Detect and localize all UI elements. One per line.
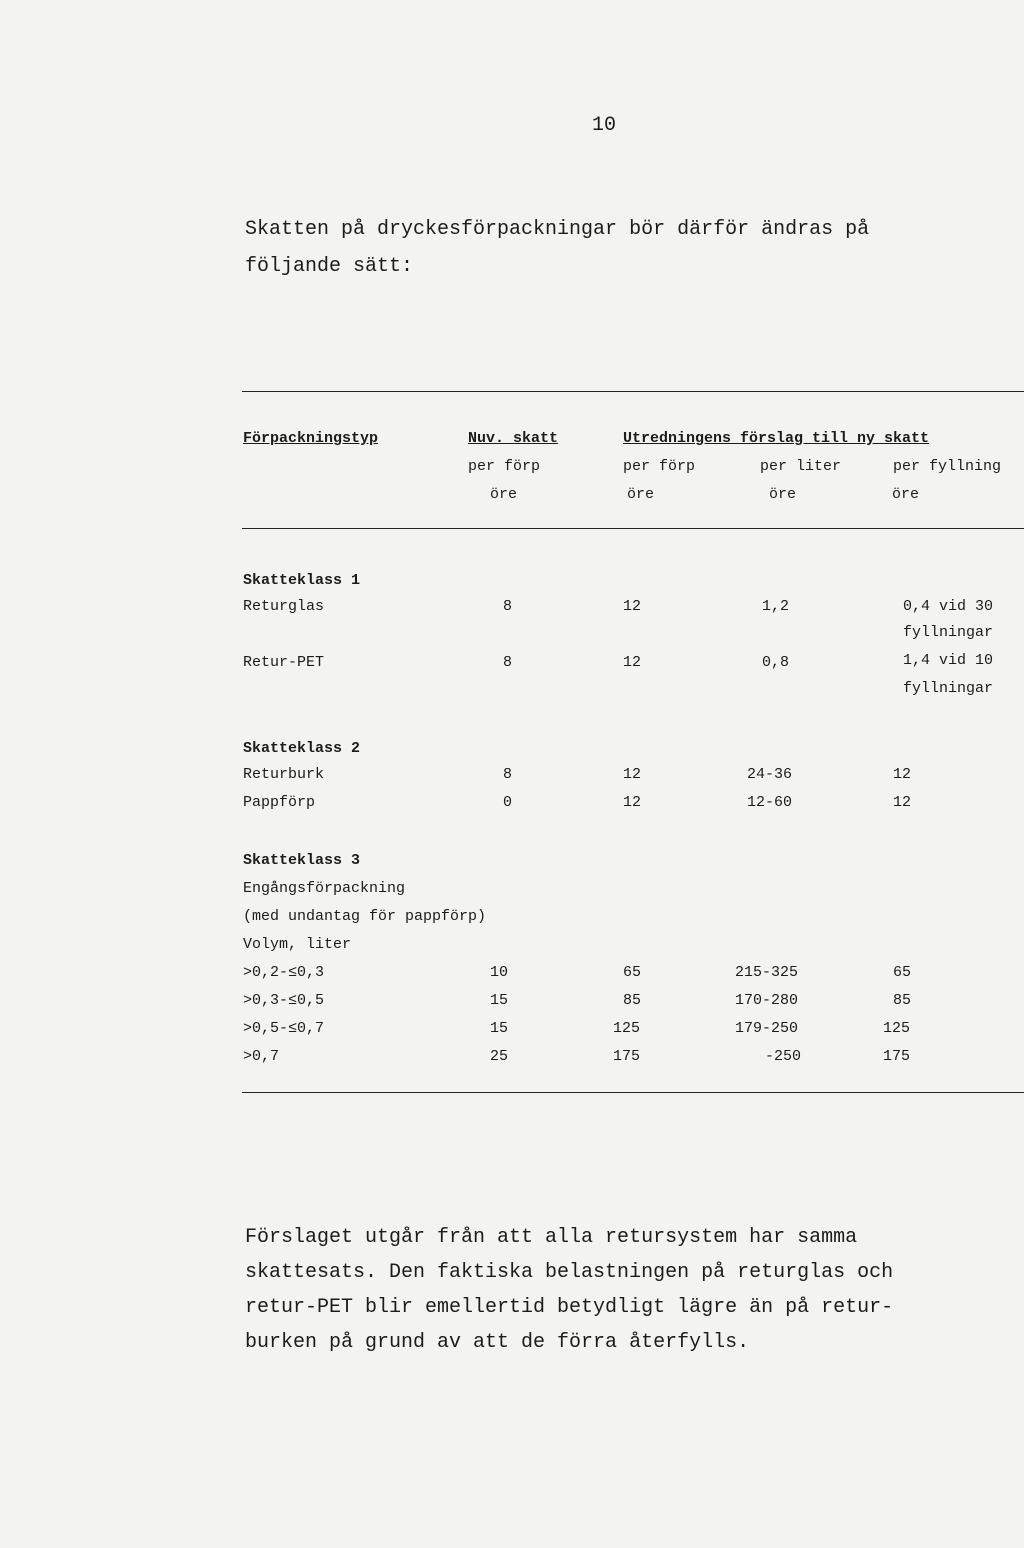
row-name: >0,2-≤0,3: [243, 964, 325, 981]
row-name: >0,7: [243, 1048, 280, 1065]
row-name: >0,3-≤0,5: [243, 992, 325, 1009]
row-per-liter: 12-60: [747, 794, 793, 811]
row-name: Retur-PET: [243, 654, 325, 671]
row-current: 25: [490, 1048, 509, 1065]
intro-line-1: Skatten på dryckesförpackningar bör därför ändras på: [245, 218, 870, 241]
row-per-forp: 12: [623, 766, 642, 783]
row-per-liter: 170-280: [735, 992, 799, 1009]
subheader-per-forp-current: per förp: [468, 458, 541, 475]
row-current: 15: [490, 1020, 509, 1037]
header-proposal: Utredningens förslag till ny skatt: [623, 430, 930, 447]
conclusion-line-2: skattesats. Den faktiska belastningen på returglas och: [245, 1261, 894, 1284]
row-fill: 65: [893, 964, 912, 981]
subheader-per-liter: per liter: [760, 458, 842, 475]
row-fill: 125: [883, 1020, 911, 1037]
class3-desc-2: (med undantag för pappförp): [243, 908, 487, 925]
subheader-per-fyllning: per fyllning: [893, 458, 1002, 475]
row-per-forp: 12: [623, 654, 642, 671]
header-bottom-rule: [242, 528, 1024, 529]
row-current: 15: [490, 992, 509, 1009]
row-per-liter: 1,2: [762, 598, 790, 615]
row-per-liter: 215-325: [735, 964, 799, 981]
row-fill: 85: [893, 992, 912, 1009]
class2-label: Skatteklass 2: [243, 740, 361, 757]
row-name: Returglas: [243, 598, 325, 615]
page-number: 10: [592, 114, 617, 137]
row-fill-cont: fyllningar: [903, 624, 994, 641]
row-fill-cont: fyllningar: [903, 680, 994, 697]
subheader-ore-3: öre: [769, 486, 797, 503]
conclusion-line-3: retur-PET blir emellertid betydligt lägre än på retur-: [245, 1296, 894, 1319]
row-per-forp: 12: [623, 598, 642, 615]
subheader-ore-4: öre: [892, 486, 920, 503]
row-name: Pappförp: [243, 794, 316, 811]
row-fill: 175: [883, 1048, 911, 1065]
table-bottom-rule: [242, 1092, 1024, 1093]
row-fill: 12: [893, 794, 912, 811]
conclusion-line-4: burken på grund av att de förra återfylls.: [245, 1331, 750, 1354]
subheader-per-forp: per förp: [623, 458, 696, 475]
row-fill: 0,4 vid 30: [903, 598, 994, 615]
row-name: >0,5-≤0,7: [243, 1020, 325, 1037]
conclusion-line-1: Förslaget utgår från att alla retursystem har samma: [245, 1226, 858, 1249]
row-per-forp: 85: [623, 992, 642, 1009]
row-current: 8: [503, 766, 513, 783]
class3-desc-1: Engångsförpackning: [243, 880, 406, 897]
row-per-forp: 65: [623, 964, 642, 981]
row-fill: 12: [893, 766, 912, 783]
header-type: Förpackningstyp: [243, 430, 379, 447]
row-current: 10: [490, 964, 509, 981]
row-current: 8: [503, 598, 513, 615]
subheader-ore-1: öre: [490, 486, 518, 503]
row-per-forp: 125: [613, 1020, 641, 1037]
row-per-forp: 12: [623, 794, 642, 811]
row-current: 0: [503, 794, 513, 811]
table-top-rule: [242, 391, 1024, 392]
class3-desc-3: Volym, liter: [243, 936, 352, 953]
row-per-liter: 179-250: [735, 1020, 799, 1037]
row-per-forp: 175: [613, 1048, 641, 1065]
row-per-liter: -250: [765, 1048, 802, 1065]
row-current: 8: [503, 654, 513, 671]
class1-label: Skatteklass 1: [243, 572, 361, 589]
intro-line-2: följande sätt:: [245, 255, 414, 278]
row-name: Returburk: [243, 766, 325, 783]
class3-label: Skatteklass 3: [243, 852, 361, 869]
subheader-ore-2: öre: [627, 486, 655, 503]
row-per-liter: 24-36: [747, 766, 793, 783]
header-current: Nuv. skatt: [468, 430, 559, 447]
row-per-liter: 0,8: [762, 654, 790, 671]
row-fill: 1,4 vid 10: [903, 652, 994, 669]
